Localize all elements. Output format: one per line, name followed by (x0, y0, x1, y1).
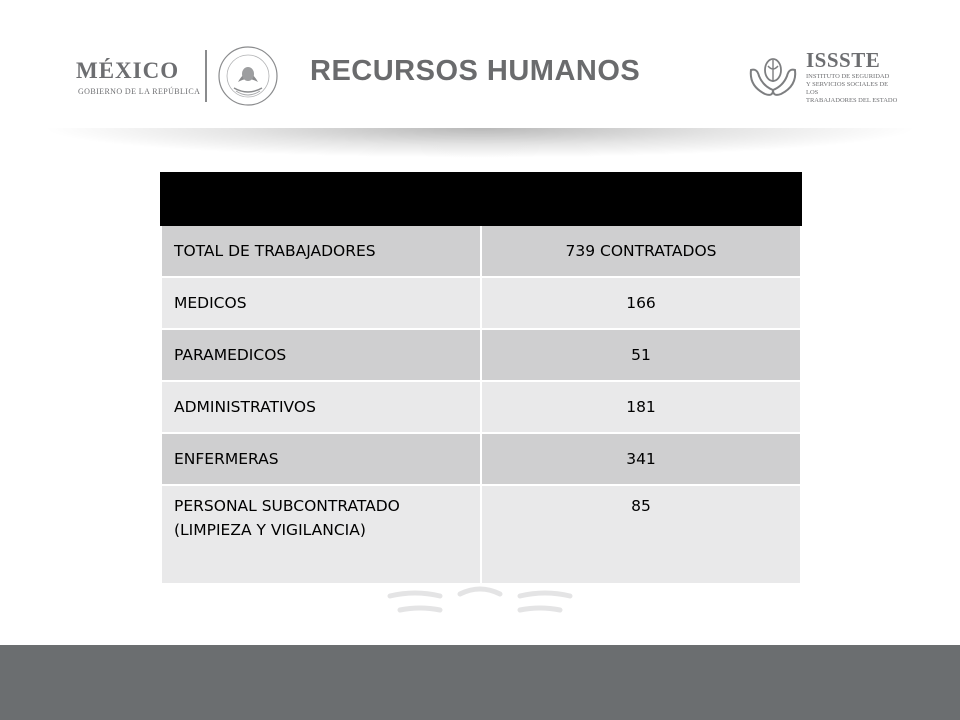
recursos-humanos-table (160, 172, 802, 585)
row-label (161, 485, 481, 584)
footer-bar (0, 645, 960, 720)
issste-subtitle (806, 73, 902, 105)
row-label-line: PERSONAL SUBCONTRATADO (174, 497, 400, 515)
row-value: 341 (481, 433, 801, 485)
row-label: TOTAL DE TRABAJADORES (161, 225, 481, 277)
mexico-wordmark: MÉXICO (76, 58, 180, 83)
gobierno-subtitle: GOBIERNO DE LA REPÚBLICA (78, 87, 201, 96)
table-header-row (161, 173, 801, 225)
table-header-cell (161, 173, 481, 225)
table-row (161, 485, 801, 584)
issste-hands-icon (745, 50, 801, 100)
logo-divider (205, 50, 207, 102)
issste-wordmark: ISSSTE (806, 48, 881, 72)
row-value: 181 (481, 381, 801, 433)
mexico-seal-icon (216, 44, 280, 108)
row-value: 85 (481, 485, 801, 584)
row-label: ADMINISTRATIVOS (161, 381, 481, 433)
table-row (161, 329, 801, 381)
table-row (161, 277, 801, 329)
row-value: 51 (481, 329, 801, 381)
row-label: MEDICOS (161, 277, 481, 329)
row-label: ENFERMERAS (161, 433, 481, 485)
gobierno-mexico-logo (76, 58, 206, 102)
issste-subtitle-line: Y SERVICIOS SOCIALES DE LOS (806, 81, 889, 96)
slide-header (0, 0, 960, 130)
row-value: 739 CONTRATADOS (481, 225, 801, 277)
row-label: PARAMEDICOS (161, 329, 481, 381)
issste-subtitle-line: TRABAJADORES DEL ESTADO (806, 97, 898, 104)
table-header-cell (481, 173, 801, 225)
table-row (161, 225, 801, 277)
issste-subtitle-line: INSTITUTO DE SEGURIDAD (806, 73, 890, 80)
table-row (161, 381, 801, 433)
page-title: RECURSOS HUMANOS (310, 55, 641, 87)
row-value: 166 (481, 277, 801, 329)
row-label-line: (LIMPIEZA Y VIGILANCIA) (174, 521, 366, 539)
table-row (161, 433, 801, 485)
header-shadow (40, 128, 920, 158)
